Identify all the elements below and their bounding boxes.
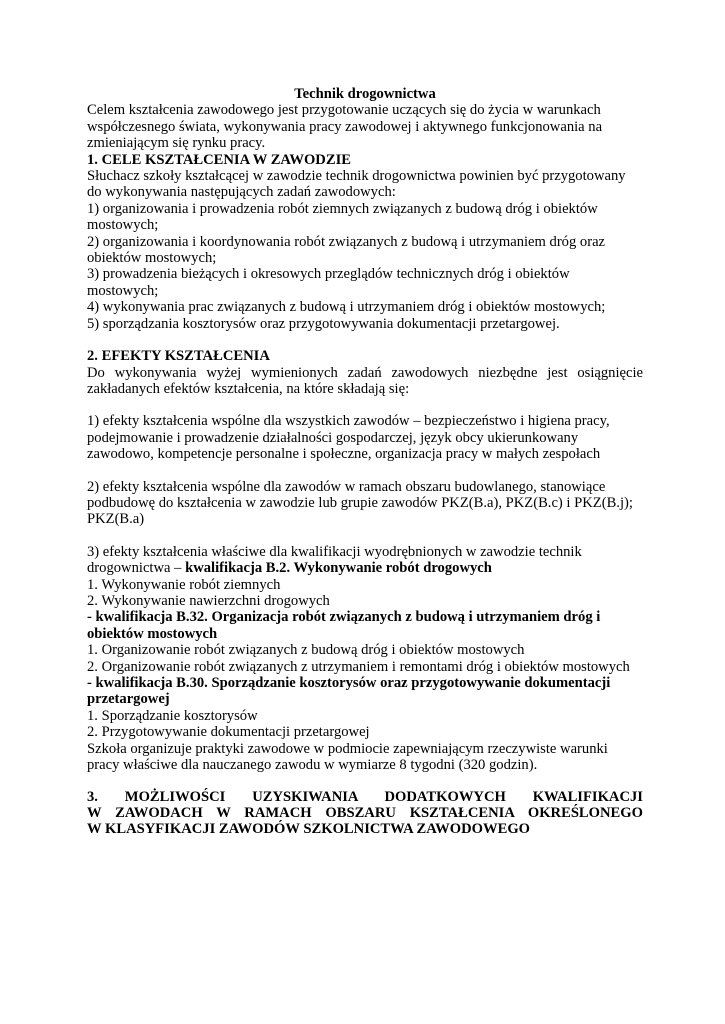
qualification-item: 1. Organizowanie robót związanych z budową dróg i obiektów mostowych — [87, 642, 525, 659]
intro-paragraph: Celem kształcenia zawodowego jest przygotowanie uczących się do życia w warunkach współczesnego świata, wykonywania pracy zawodowej i aktywnego funkcjonowania na zmieniającym się rynku pracy. — [87, 102, 603, 152]
qualification-b2-title: kwalifikacja B.2. Wykonywanie robót drogowych — [185, 560, 492, 577]
qualification-item: 2. Przygotowywanie dokumentacji przetargowej — [87, 724, 370, 741]
section1-heading: 1. CELE KSZTAŁCENIA W ZAWODZIE — [87, 151, 351, 168]
section2-lead: Do wykonywania wyżej wymienionych zadań zawodowych niezbędne jest osiągnięcie zakładanych efektów kształcenia, na które składają się: — [87, 364, 643, 397]
goal-item: 5) sporządzania kosztorysów oraz przygotowywania dokumentacji przetargowej. — [87, 315, 560, 332]
goal-item: 1) organizowania i prowadzenia robót ziemnych związanych z budową dróg i obiektów mostowych; — [87, 200, 598, 234]
qualification-prefix: - — [87, 675, 96, 691]
effect-2: 2) efekty kształcenia wspólne dla zawodów w ramach obszaru budowlanego, stanowiące podbudowę do kształcenia w zawodzie lub grupie zawodów PKZ(B.a), PKZ(B.c) i PKZ(B.j); PKZ(B.a) — [87, 478, 633, 528]
goal-item: 3) prowadzenia bieżących i okresowych przeglądów technicznych dróg i obiektów mostowych; — [87, 266, 570, 299]
qualification-b30 — [87, 675, 643, 708]
qualification-item: 1. Wykonywanie robót ziemnych — [87, 576, 281, 593]
section3-heading-line: W KLASYFIKACJI ZAWODÓW SZKOLNICTWA ZAWODOWEGO — [87, 821, 531, 838]
qualification-b32 — [87, 609, 643, 642]
section3-heading — [87, 789, 643, 837]
document-title: Technik drogownictwa — [294, 86, 436, 102]
qualification-item: 2. Wykonywanie nawierzchni drogowych — [87, 592, 330, 609]
section-goals — [87, 152, 643, 332]
section3-heading-line: W ZAWODACH W RAMACH OBSZARU KSZTAŁCENIA OKREŚLONEGO — [87, 805, 643, 822]
section2-heading: 2. EFEKTY KSZTAŁCENIA — [87, 348, 270, 365]
section3-heading-line: 3. MOŻLIWOŚCI UZYSKIWANIA DODATKOWYCH KWALIFIKACJI — [87, 789, 643, 806]
qualification-item: 1. Sporządzanie kosztorysów — [87, 707, 258, 724]
effect-1: 1) efekty kształcenia wspólne dla wszystkich zawodów – bezpieczeństwo i higiena pracy, podejmowanie i prowadzenie działalności gospodarczej, język obcy ukierunkowany zawodowo, kompetencje personalne i społeczne, organizacja pracy w małych zespołach — [87, 413, 610, 463]
effect-3-intro: 3) efekty kształcenia właściwe dla kwalifikacji wyodrębnionych w zawodzie technik drogownictwa – — [87, 543, 582, 577]
goal-item: 2) organizowania i koordynowania robót związanych z budową i utrzymaniem dróg oraz obiektów mostowych; — [87, 233, 606, 267]
qualification-b32-title: kwalifikacja B.32. Organizacja robót związanych z budową i utrzymaniem dróg i obiektów mostowych — [87, 609, 601, 642]
section-effects — [87, 348, 643, 773]
practice-paragraph: Szkoła organizuje praktyki zawodowe w podmiocie zapewniającym rzeczywiste warunki pracy właściwe dla nauczanego zawodu w wymiarze 8 tygodni (320 godzin). — [87, 740, 608, 774]
effect-3 — [87, 544, 643, 577]
qualification-item: 2. Organizowanie robót związanych z utrzymaniem i remontami dróg i obiektów mostowych — [87, 658, 630, 675]
goal-item: 4) wykonywania prac związanych z budową i utrzymaniem dróg i obiektów mostowych; — [87, 299, 606, 316]
document-page — [87, 86, 643, 837]
section1-lead: Słuchacz szkoły kształcącej w zawodzie technik drogownictwa powinien być przygotowany do wykonywania następujących zadań zawodowych: — [87, 168, 626, 201]
qualification-prefix: - — [87, 609, 96, 626]
qualification-b30-title: kwalifikacja B.30. Sporządzanie kosztorysów oraz przygotowywanie dokumentacji przetargowej — [87, 675, 611, 708]
